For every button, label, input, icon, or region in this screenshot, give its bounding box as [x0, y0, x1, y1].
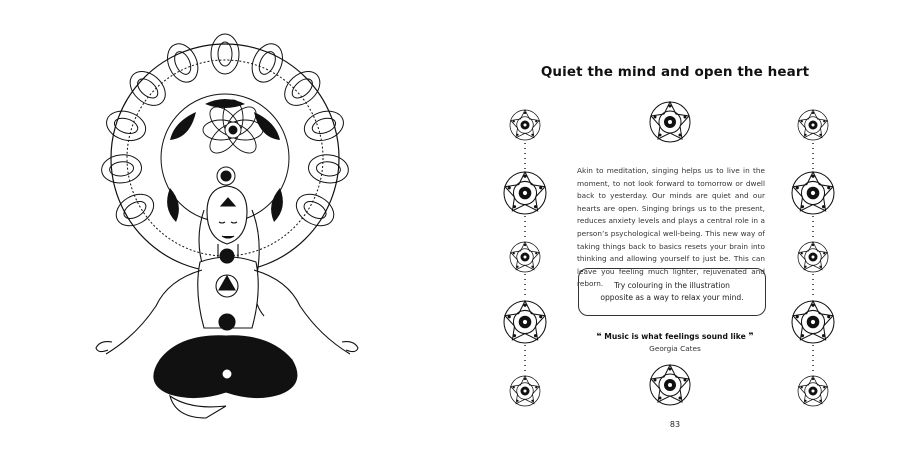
- top-lotus-icon: [650, 102, 690, 142]
- callout-text: Try colouring in the illustration opposite as a way to relax your mind.: [600, 281, 744, 302]
- bottom-lotus-icon: [650, 365, 690, 405]
- body-paragraph: Akin to meditation, singing helps us to live in the moment, to not look forward to tomorrow or dwell back to yesterday. Our minds are quiet and our hearts are open. Singing brings us to the present, reduces anxiety levels and plays a central role in a person’s psychological well-being. This new way of taking things back to basics resets your brain into thinking and allowing yourself to just be. This can leave you feeling much lighter, rejuvenated and reborn.: [577, 166, 765, 289]
- meditating-woman: [96, 186, 358, 418]
- right-page: [450, 0, 900, 464]
- quote-attribution: Georgia Cates: [649, 344, 701, 353]
- quote-close-icon: ❞: [748, 332, 754, 342]
- quote-open-icon: ❝: [596, 332, 602, 342]
- quote-text: Music is what feelings sound like: [604, 332, 746, 341]
- left-chakra-column: [504, 110, 546, 406]
- page-number: 83: [669, 420, 681, 429]
- callout-box: [578, 268, 766, 316]
- page-title: Quiet the mind and open the heart: [540, 64, 810, 80]
- quote: [450, 332, 900, 342]
- right-chakra-column: [792, 110, 834, 406]
